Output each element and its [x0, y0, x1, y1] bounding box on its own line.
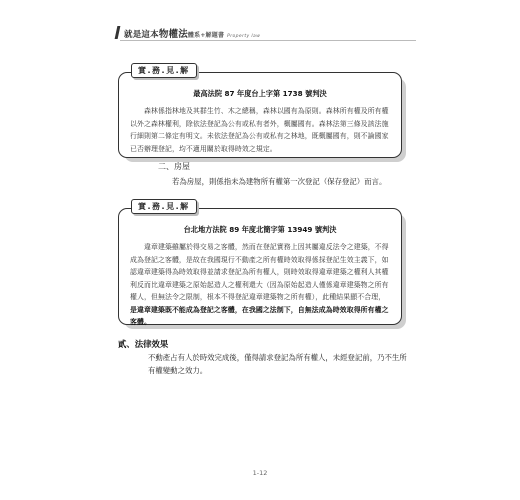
case-body-emphasis: 是違章建築既不能成為登記之客體，在我國之法制下，自無法成為時效取得所有權之客體。: [130, 305, 389, 326]
chapter-heading: 貳、法律效果: [118, 339, 169, 349]
book-title-sub: 體系+解題書: [187, 32, 225, 39]
chapter-paragraph: 不動產占有人於時效完成後，僅得請求登記為所有權人，未經登記前，乃不生所有權變動之效力。: [148, 353, 407, 375]
section-text: 若為房屋，則係指未為建物所有權第一次登記（保存登記）而言。: [172, 177, 387, 186]
practice-box-2: [118, 202, 402, 326]
case-body: 森林係指林地及其群生竹、木之總稱，森林以國有為原則。森林所有權及所有權以外之森林權利，除依法登記為公有或私有者外，概屬國有。森林法第三條及該法施行細則第二條定有明文。未依法登記為公有或私有之林地，既概屬國有，則不論國家已否辦理登記，均不適用關於取得時效之規定。: [130, 107, 389, 153]
practice-box-1: [118, 66, 402, 158]
book-title: [124, 26, 260, 40]
case-body-text: 違章建築雖屬於得交易之客體，然而在登記實務上因其屬違反法令之建築，不得成為登記之客體，是故在我國現行不動產之所有權時效取得係採登記生效主義下，如認違章建築得為時效取得並請求登記為所有權人，則時效取得違章建築之權利人其權利反而比違章建築之原始起造人之權利還大（因為原始起造人僅係違章建築物之所有權人，但無法令之限制，根本不得登記違章建築物之所有權），此種結果顯不合理，: [130, 243, 389, 301]
book-title-emphasis: 物權法: [158, 29, 188, 40]
header-accent-bar: [115, 26, 121, 39]
practice-tag: 實.務.見.解: [131, 199, 197, 214]
book-title-main: 就是這本: [124, 30, 159, 40]
case-body: [130, 241, 390, 329]
section-heading: 二、房屋: [158, 162, 190, 171]
case-citation: 最高法院 87 年度台上字第 1738 號判決: [193, 89, 327, 98]
case-citation: 台北地方法院 89 年度北簡字第 13949 號判決: [183, 225, 337, 234]
running-header: [116, 24, 416, 44]
header-rule: [120, 40, 416, 41]
practice-tag: 實.務.見.解: [131, 63, 197, 78]
page-number: 1-12: [252, 469, 268, 477]
book-title-english: Property law: [227, 34, 261, 39]
